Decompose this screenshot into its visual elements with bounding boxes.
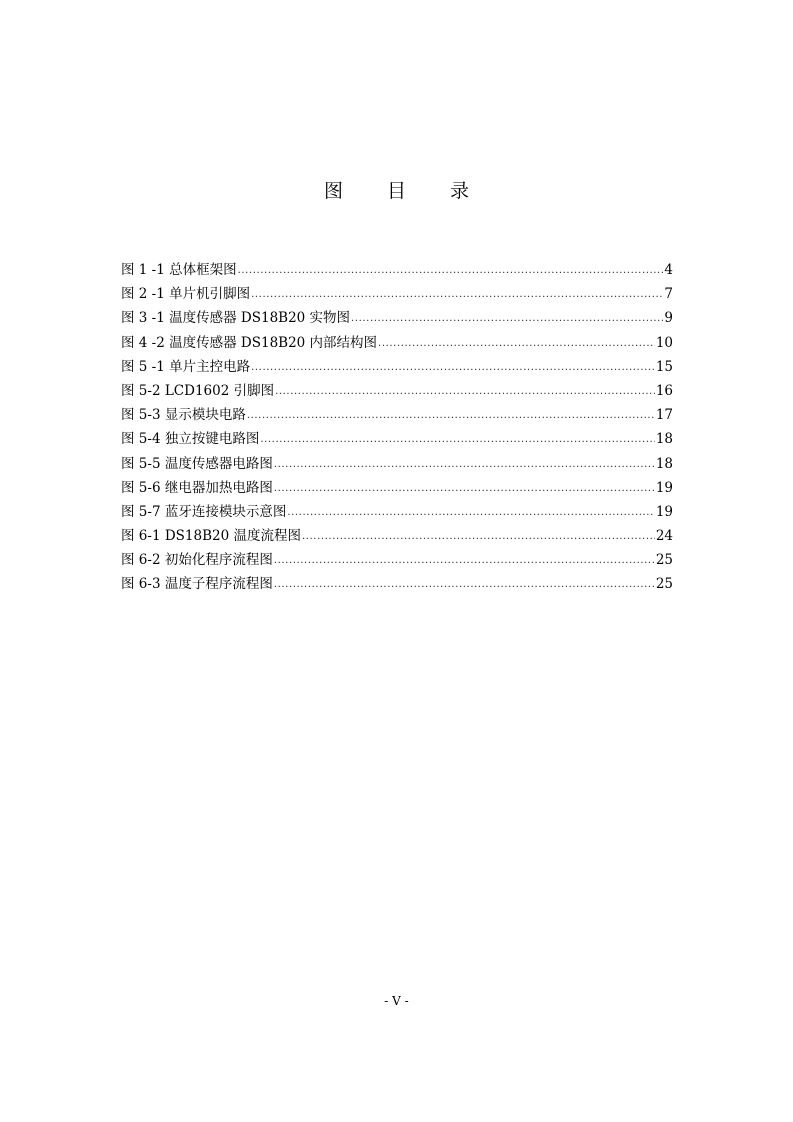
toc-entry-label: 图 6-1 DS18B20 温度流程图 (121, 528, 301, 545)
toc-entry-label: 图 6-3 温度子程序流程图 (121, 576, 273, 593)
toc-entry[interactable] (121, 476, 673, 500)
dot-leader (378, 332, 655, 356)
toc-entry[interactable] (121, 282, 673, 306)
toc-entry-label: 图 1 -1 总体框架图 (121, 262, 237, 278)
toc-entry[interactable] (121, 427, 673, 451)
toc-entry-label: 图 5-4 独立按键电路图 (121, 431, 260, 448)
toc-entry[interactable] (121, 572, 673, 596)
toc-entry-page: 4 (664, 262, 673, 278)
toc-entry-page: 25 (655, 576, 673, 593)
figure-list (121, 258, 673, 597)
toc-entry-label: 图 5-7 蓝牙连接模块示意图 (121, 503, 287, 520)
toc-entry-page: 18 (655, 431, 673, 448)
toc-entry-label: 图 5-5 温度传感器电路图 (121, 455, 273, 472)
page-number: - V - (384, 994, 409, 1008)
toc-entry-page: 7 (664, 286, 673, 303)
dot-leader (274, 573, 655, 597)
toc-entry[interactable] (121, 500, 673, 524)
dot-leader (274, 453, 655, 477)
dot-leader (247, 404, 655, 428)
dot-leader (251, 356, 655, 380)
toc-entry[interactable] (121, 548, 673, 572)
toc-entry[interactable] (121, 331, 673, 355)
toc-entry-page: 19 (655, 479, 673, 496)
toc-entry-page: 16 (655, 382, 673, 399)
dot-leader (351, 307, 663, 331)
toc-entry-label: 图 6-2 初始化程序流程图 (121, 552, 273, 569)
toc-entry-label: 图 3 -1 温度传感器 DS18B20 实物图 (121, 310, 351, 327)
toc-entry-page: 19 (655, 503, 673, 520)
toc-entry[interactable] (121, 379, 673, 403)
toc-entry-page: 24 (655, 528, 673, 545)
toc-entry[interactable] (121, 306, 673, 330)
toc-entry-label: 图 5-6 继电器加热电路图 (121, 479, 273, 496)
dot-leader (260, 428, 654, 452)
toc-entry-label: 图 2 -1 单片机引脚图 (121, 286, 251, 303)
toc-entry-label: 图 4 -2 温度传感器 DS18B20 内部结构图 (121, 334, 378, 351)
toc-entry-label: 图 5-3 显示模块电路 (121, 407, 246, 424)
page-title: 图 目 录 (323, 180, 489, 202)
toc-entry-page: 17 (655, 407, 673, 424)
toc-entry[interactable] (121, 452, 673, 476)
toc-entry[interactable] (121, 355, 673, 379)
dot-leader (238, 259, 664, 283)
dot-leader (287, 501, 654, 525)
toc-entry-page: 18 (655, 455, 673, 472)
toc-entry-page: 10 (655, 334, 673, 351)
dot-leader (275, 380, 655, 404)
toc-entry-label: 图 5-2 LCD1602 引脚图 (121, 382, 275, 399)
toc-entry-page: 25 (655, 552, 673, 569)
toc-entry[interactable] (121, 403, 673, 427)
toc-entry-page: 15 (655, 358, 673, 375)
toc-entry-page: 9 (664, 310, 673, 327)
toc-entry[interactable] (121, 258, 673, 282)
toc-entry[interactable] (121, 524, 673, 548)
dot-leader (274, 549, 655, 573)
dot-leader (302, 525, 655, 549)
toc-entry-label: 图 5 -1 单片主控电路 (121, 358, 251, 375)
dot-leader (251, 283, 663, 307)
dot-leader (274, 477, 655, 501)
